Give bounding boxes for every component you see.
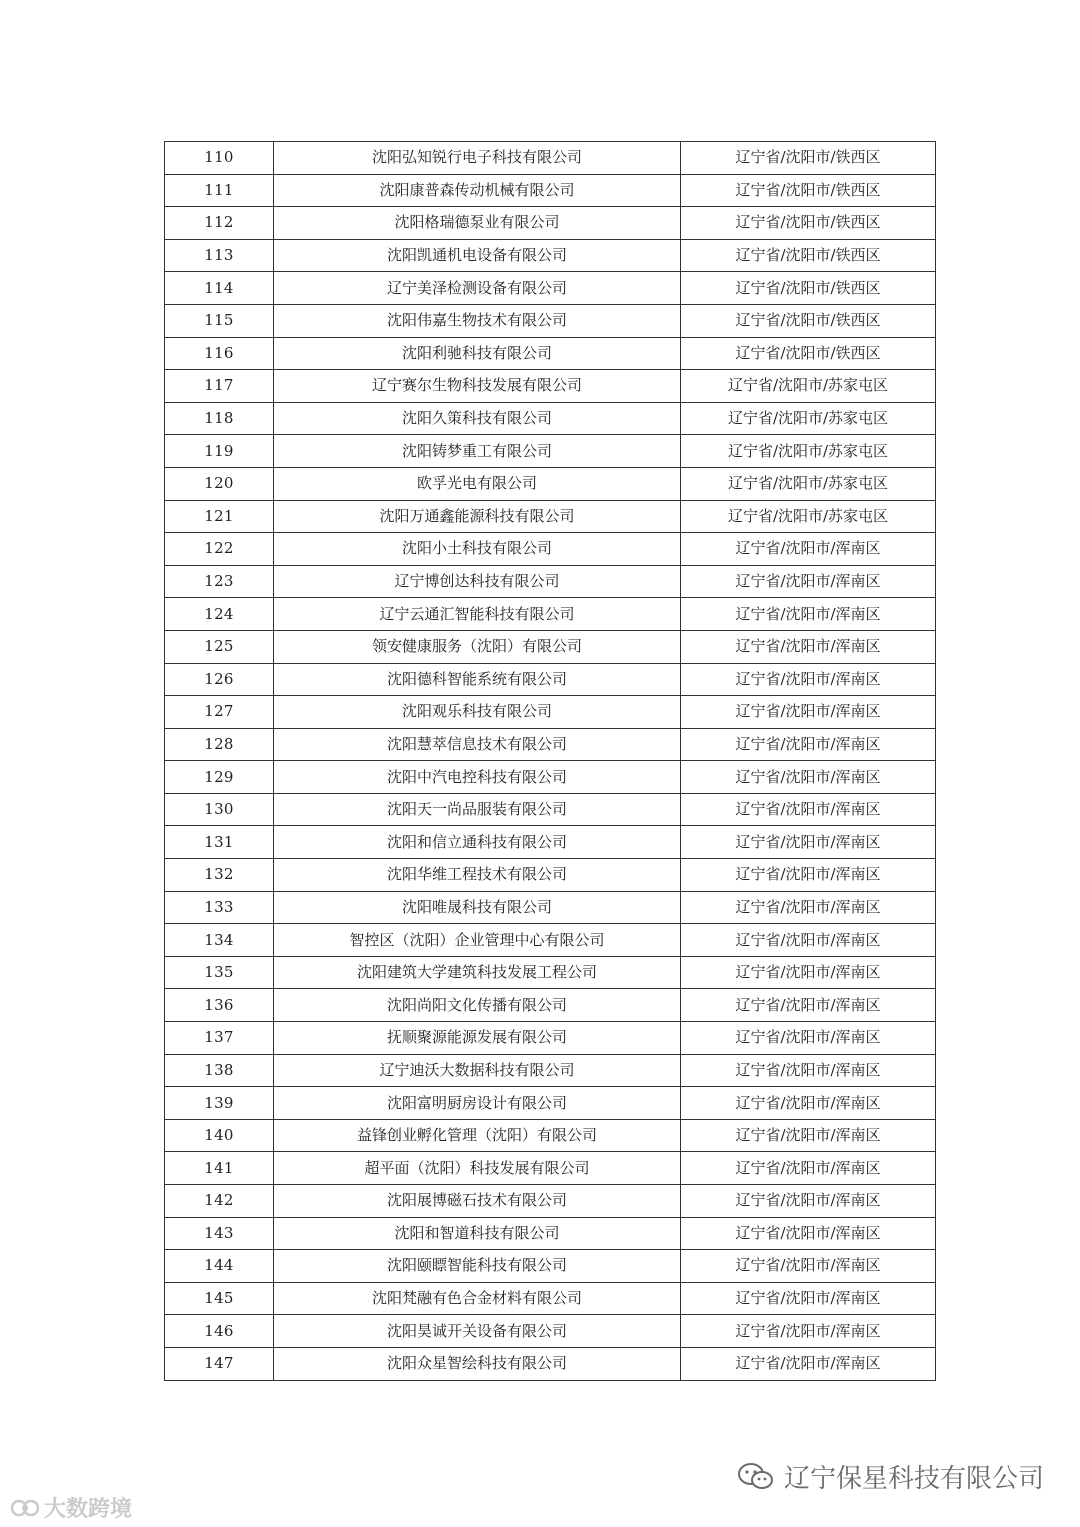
company-region: 辽宁省/沈阳市/浑南区 xyxy=(681,826,936,859)
row-number: 132 xyxy=(165,859,274,892)
company-region: 辽宁省/沈阳市/浑南区 xyxy=(681,533,936,566)
company-name: 益锋创业孵化管理（沈阳）有限公司 xyxy=(274,1119,681,1152)
company-name: 沈阳众星智绘科技有限公司 xyxy=(274,1347,681,1380)
row-number: 142 xyxy=(165,1185,274,1218)
company-region: 辽宁省/沈阳市/浑南区 xyxy=(681,598,936,631)
company-name: 智控区（沈阳）企业管理中心有限公司 xyxy=(274,924,681,957)
company-name: 辽宁云通汇智能科技有限公司 xyxy=(274,598,681,631)
company-region: 辽宁省/沈阳市/浑南区 xyxy=(681,1022,936,1055)
row-number: 120 xyxy=(165,467,274,500)
row-number: 127 xyxy=(165,696,274,729)
company-table xyxy=(164,141,936,1381)
table-row xyxy=(165,207,936,240)
company-table-body xyxy=(165,142,936,1381)
company-name: 抚顺聚源能源发展有限公司 xyxy=(274,1022,681,1055)
daxiang-logo-icon xyxy=(10,1496,40,1520)
company-name: 辽宁迪沃大数据科技有限公司 xyxy=(274,1054,681,1087)
table-row xyxy=(165,239,936,272)
table-row xyxy=(165,1185,936,1218)
company-name: 辽宁赛尔生物科技发展有限公司 xyxy=(274,370,681,403)
table-row xyxy=(165,663,936,696)
company-region: 辽宁省/沈阳市/浑南区 xyxy=(681,630,936,663)
table-row xyxy=(165,826,936,859)
row-number: 121 xyxy=(165,500,274,533)
company-region: 辽宁省/沈阳市/铁西区 xyxy=(681,304,936,337)
row-number: 125 xyxy=(165,630,274,663)
company-region: 辽宁省/沈阳市/浑南区 xyxy=(681,1250,936,1283)
company-region: 辽宁省/沈阳市/苏家屯区 xyxy=(681,467,936,500)
row-number: 143 xyxy=(165,1217,274,1250)
company-region: 辽宁省/沈阳市/浑南区 xyxy=(681,696,936,729)
row-number: 111 xyxy=(165,174,274,207)
company-name: 沈阳久策科技有限公司 xyxy=(274,402,681,435)
company-name: 沈阳铸梦重工有限公司 xyxy=(274,435,681,468)
company-name: 沈阳万通鑫能源科技有限公司 xyxy=(274,500,681,533)
company-name: 沈阳伟嘉生物技术有限公司 xyxy=(274,304,681,337)
company-region: 辽宁省/沈阳市/铁西区 xyxy=(681,337,936,370)
company-name: 沈阳弘知锐行电子科技有限公司 xyxy=(274,142,681,175)
row-number: 116 xyxy=(165,337,274,370)
watermark-left-text: 大数跨境 xyxy=(44,1497,133,1522)
company-region: 辽宁省/沈阳市/铁西区 xyxy=(681,174,936,207)
table-row xyxy=(165,1087,936,1120)
company-region: 辽宁省/沈阳市/苏家屯区 xyxy=(681,370,936,403)
company-name: 欧孚光电有限公司 xyxy=(274,467,681,500)
company-name: 辽宁博创达科技有限公司 xyxy=(274,565,681,598)
wechat-icon xyxy=(736,1461,776,1493)
company-region: 辽宁省/沈阳市/浑南区 xyxy=(681,1347,936,1380)
row-number: 133 xyxy=(165,891,274,924)
company-region: 辽宁省/沈阳市/浑南区 xyxy=(681,663,936,696)
company-region: 辽宁省/沈阳市/浑南区 xyxy=(681,924,936,957)
company-region: 辽宁省/沈阳市/铁西区 xyxy=(681,272,936,305)
company-name: 沈阳梵融有色合金材料有限公司 xyxy=(274,1282,681,1315)
row-number: 113 xyxy=(165,239,274,272)
company-name: 沈阳富明厨房设计有限公司 xyxy=(274,1087,681,1120)
company-region: 辽宁省/沈阳市/铁西区 xyxy=(681,239,936,272)
watermark-right-text: 辽宁保星科技有限公司 xyxy=(783,1464,1044,1494)
company-name: 沈阳凯通机电设备有限公司 xyxy=(274,239,681,272)
company-name: 沈阳建筑大学建筑科技发展工程公司 xyxy=(274,956,681,989)
row-number: 110 xyxy=(165,142,274,175)
company-name: 沈阳华维工程技术有限公司 xyxy=(274,859,681,892)
company-region: 辽宁省/沈阳市/铁西区 xyxy=(681,142,936,175)
table-row xyxy=(165,1347,936,1380)
company-region: 辽宁省/沈阳市/浑南区 xyxy=(681,1054,936,1087)
company-name: 沈阳格瑞德泵业有限公司 xyxy=(274,207,681,240)
table-row xyxy=(165,1054,936,1087)
table-row xyxy=(165,1152,936,1185)
table-row xyxy=(165,1119,936,1152)
table-row xyxy=(165,924,936,957)
company-name: 沈阳和信立通科技有限公司 xyxy=(274,826,681,859)
company-region: 辽宁省/沈阳市/浑南区 xyxy=(681,989,936,1022)
row-number: 122 xyxy=(165,533,274,566)
company-region: 辽宁省/沈阳市/浑南区 xyxy=(681,565,936,598)
row-number: 137 xyxy=(165,1022,274,1055)
row-number: 126 xyxy=(165,663,274,696)
row-number: 124 xyxy=(165,598,274,631)
table-row xyxy=(165,728,936,761)
company-region: 辽宁省/沈阳市/苏家屯区 xyxy=(681,402,936,435)
company-name: 超平面（沈阳）科技发展有限公司 xyxy=(274,1152,681,1185)
company-region: 辽宁省/沈阳市/铁西区 xyxy=(681,207,936,240)
company-region: 辽宁省/沈阳市/浑南区 xyxy=(681,1282,936,1315)
table-row xyxy=(165,1315,936,1348)
company-name: 沈阳颐瞟智能科技有限公司 xyxy=(274,1250,681,1283)
company-region: 辽宁省/沈阳市/浑南区 xyxy=(681,1119,936,1152)
company-name: 沈阳和智道科技有限公司 xyxy=(274,1217,681,1250)
row-number: 141 xyxy=(165,1152,274,1185)
company-name: 沈阳德科智能系统有限公司 xyxy=(274,663,681,696)
company-name: 沈阳小土科技有限公司 xyxy=(274,533,681,566)
company-name: 沈阳天一尚品服装有限公司 xyxy=(274,793,681,826)
watermark-account xyxy=(736,1458,1044,1495)
company-region: 辽宁省/沈阳市/浑南区 xyxy=(681,793,936,826)
row-number: 118 xyxy=(165,402,274,435)
table-row xyxy=(165,565,936,598)
row-number: 128 xyxy=(165,728,274,761)
row-number: 145 xyxy=(165,1282,274,1315)
company-name: 沈阳唯晟科技有限公司 xyxy=(274,891,681,924)
company-name: 领安健康服务（沈阳）有限公司 xyxy=(274,630,681,663)
company-region: 辽宁省/沈阳市/浑南区 xyxy=(681,891,936,924)
row-number: 136 xyxy=(165,989,274,1022)
table-row xyxy=(165,435,936,468)
table-row xyxy=(165,533,936,566)
company-name: 沈阳昊诚开关设备有限公司 xyxy=(274,1315,681,1348)
row-number: 117 xyxy=(165,370,274,403)
table-row xyxy=(165,989,936,1022)
company-name: 沈阳展博磁石技术有限公司 xyxy=(274,1185,681,1218)
row-number: 138 xyxy=(165,1054,274,1087)
table-row xyxy=(165,859,936,892)
company-region: 辽宁省/沈阳市/苏家屯区 xyxy=(681,500,936,533)
watermark-dashujingjing xyxy=(10,1492,132,1523)
row-number: 129 xyxy=(165,761,274,794)
row-number: 135 xyxy=(165,956,274,989)
company-region: 辽宁省/沈阳市/浑南区 xyxy=(681,1152,936,1185)
row-number: 131 xyxy=(165,826,274,859)
company-name: 沈阳中汽电控科技有限公司 xyxy=(274,761,681,794)
row-number: 130 xyxy=(165,793,274,826)
table-row xyxy=(165,956,936,989)
row-number: 112 xyxy=(165,207,274,240)
table-row xyxy=(165,467,936,500)
company-region: 辽宁省/沈阳市/浑南区 xyxy=(681,859,936,892)
table-row xyxy=(165,402,936,435)
row-number: 147 xyxy=(165,1347,274,1380)
company-region: 辽宁省/沈阳市/浑南区 xyxy=(681,1217,936,1250)
row-number: 139 xyxy=(165,1087,274,1120)
table-row xyxy=(165,598,936,631)
company-region: 辽宁省/沈阳市/浑南区 xyxy=(681,1185,936,1218)
table-row xyxy=(165,761,936,794)
table-row xyxy=(165,891,936,924)
table-row xyxy=(165,793,936,826)
company-region: 辽宁省/沈阳市/浑南区 xyxy=(681,1087,936,1120)
company-region: 辽宁省/沈阳市/浑南区 xyxy=(681,1315,936,1348)
table-row xyxy=(165,142,936,175)
table-row xyxy=(165,630,936,663)
company-region: 辽宁省/沈阳市/浑南区 xyxy=(681,761,936,794)
company-name: 沈阳利驰科技有限公司 xyxy=(274,337,681,370)
company-region: 辽宁省/沈阳市/浑南区 xyxy=(681,956,936,989)
table-row xyxy=(165,1250,936,1283)
company-name: 沈阳观乐科技有限公司 xyxy=(274,696,681,729)
row-number: 144 xyxy=(165,1250,274,1283)
table-row xyxy=(165,500,936,533)
row-number: 115 xyxy=(165,304,274,337)
table-row xyxy=(165,337,936,370)
company-name: 沈阳尚阳文化传播有限公司 xyxy=(274,989,681,1022)
table-row xyxy=(165,1022,936,1055)
row-number: 123 xyxy=(165,565,274,598)
company-name: 沈阳慧萃信息技术有限公司 xyxy=(274,728,681,761)
company-region: 辽宁省/沈阳市/苏家屯区 xyxy=(681,435,936,468)
table-row xyxy=(165,304,936,337)
table-row xyxy=(165,696,936,729)
table-row xyxy=(165,370,936,403)
row-number: 114 xyxy=(165,272,274,305)
row-number: 146 xyxy=(165,1315,274,1348)
table-row xyxy=(165,1282,936,1315)
table-row xyxy=(165,174,936,207)
row-number: 140 xyxy=(165,1119,274,1152)
company-name: 辽宁美泽检测设备有限公司 xyxy=(274,272,681,305)
row-number: 119 xyxy=(165,435,274,468)
row-number: 134 xyxy=(165,924,274,957)
company-name: 沈阳康普森传动机械有限公司 xyxy=(274,174,681,207)
company-region: 辽宁省/沈阳市/浑南区 xyxy=(681,728,936,761)
table-row xyxy=(165,272,936,305)
table-row xyxy=(165,1217,936,1250)
